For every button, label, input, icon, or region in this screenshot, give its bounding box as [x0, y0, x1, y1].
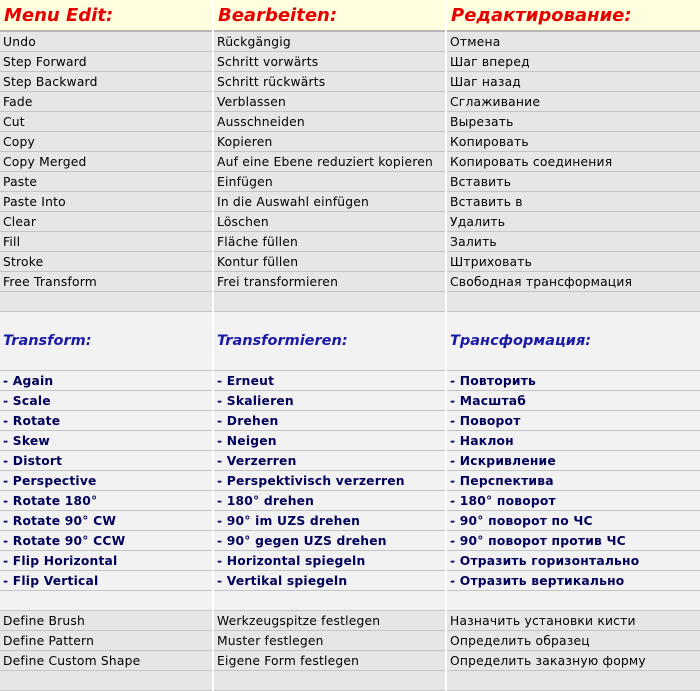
- transform-row-russian: - Наклон: [447, 431, 700, 451]
- transform-row: [0, 451, 700, 471]
- edit-row-english: Free Transform: [0, 272, 212, 292]
- transform-row-english: - Again: [0, 371, 212, 391]
- transform-row-russian: - 90° поворот против ЧС: [447, 531, 700, 551]
- define-row-german: Muster festlegen: [214, 631, 445, 651]
- edit-row-english: Paste: [0, 172, 212, 192]
- edit-row-english: Cut: [0, 112, 212, 132]
- edit-row-russian: Копировать: [447, 132, 700, 152]
- edit-row-english: Step Forward: [0, 52, 212, 72]
- transform-row-russian: - Отразить вертикально: [447, 571, 700, 591]
- define-row-russian: Определить заказную форму: [447, 651, 700, 671]
- edit-row-english: Paste Into: [0, 192, 212, 212]
- edit-row: [0, 252, 700, 272]
- define-row-russian: Определить образец: [447, 631, 700, 651]
- transform-row-german: - Vertikal spiegeln: [214, 571, 445, 591]
- edit-row-german: Ausschneiden: [214, 112, 445, 132]
- edit-row-english: Undo: [0, 32, 212, 52]
- edit-row-russian: Шаг вперед: [447, 52, 700, 72]
- edit-row-english: Copy: [0, 132, 212, 152]
- transform-row: [0, 571, 700, 591]
- edit-row-german: Rückgängig: [214, 32, 445, 52]
- transform-row-russian: - 180° поворот: [447, 491, 700, 511]
- edit-row-russian: Вставить в: [447, 192, 700, 212]
- edit-row-russian: Шаг назад: [447, 72, 700, 92]
- edit-row-german: Löschen: [214, 212, 445, 232]
- edit-row-english: Clear: [0, 212, 212, 232]
- edit-row: [0, 132, 700, 152]
- transform-header-row: [0, 312, 700, 371]
- edit-row-english: Copy Merged: [0, 152, 212, 172]
- transform-row-german: - Horizontal spiegeln: [214, 551, 445, 571]
- empty-cell: [214, 671, 445, 691]
- transform-row-english: - Perspective: [0, 471, 212, 491]
- edit-row: [0, 212, 700, 232]
- empty-cell: [0, 671, 212, 691]
- transform-row-german: - Drehen: [214, 411, 445, 431]
- transform-row-german: - Verzerren: [214, 451, 445, 471]
- transform-row: [0, 491, 700, 511]
- edit-row-russian: Удалить: [447, 212, 700, 232]
- edit-row: [0, 272, 700, 292]
- define-row-english: Define Custom Shape: [0, 651, 212, 671]
- edit-row-german: Einfügen: [214, 172, 445, 192]
- transform-row-german: - 90° gegen UZS drehen: [214, 531, 445, 551]
- edit-row-russian: Свободная трансформация: [447, 272, 700, 292]
- spacer-row: [0, 292, 700, 312]
- edit-row-english: Fill: [0, 232, 212, 252]
- transform-row-russian: - Масштаб: [447, 391, 700, 411]
- edit-row: [0, 92, 700, 112]
- spacer-row: [0, 591, 700, 611]
- transform-row: [0, 411, 700, 431]
- edit-row-german: In die Auswahl einfügen: [214, 192, 445, 212]
- edit-row: [0, 32, 700, 52]
- edit-row: [0, 192, 700, 212]
- transform-row-german: - Erneut: [214, 371, 445, 391]
- define-row: [0, 631, 700, 651]
- empty-cell: [447, 671, 700, 691]
- transform-row-english: - Skew: [0, 431, 212, 451]
- edit-row-english: Fade: [0, 92, 212, 112]
- edit-row: [0, 232, 700, 252]
- edit-row-russian: Сглаживание: [447, 92, 700, 112]
- transform-row-english: - Rotate: [0, 411, 212, 431]
- transform-row-english: - Distort: [0, 451, 212, 471]
- edit-row: [0, 112, 700, 132]
- define-row-english: Define Pattern: [0, 631, 212, 651]
- transform-row-english: - Rotate 90° CCW: [0, 531, 212, 551]
- header-english: Menu Edit:: [0, 0, 212, 32]
- define-row: [0, 651, 700, 671]
- edit-row: [0, 52, 700, 72]
- transform-row-german: - Skalieren: [214, 391, 445, 411]
- edit-row-russian: Штриховать: [447, 252, 700, 272]
- transform-row-english: - Rotate 180°: [0, 491, 212, 511]
- edit-row-english: Step Backward: [0, 72, 212, 92]
- transform-row: [0, 431, 700, 451]
- transform-row-russian: - Повторить: [447, 371, 700, 391]
- transform-row-german: - Perspektivisch verzerren: [214, 471, 445, 491]
- transform-header-russian: Трансформация:: [447, 312, 700, 371]
- transform-row: [0, 551, 700, 571]
- transform-row-russian: - Перспектива: [447, 471, 700, 491]
- edit-row: [0, 72, 700, 92]
- define-row-german: Werkzeugspitze festlegen: [214, 611, 445, 631]
- transform-row-russian: - 90° поворот по ЧС: [447, 511, 700, 531]
- empty-cell: [447, 591, 700, 611]
- empty-cell: [0, 292, 212, 312]
- transform-row-english: - Scale: [0, 391, 212, 411]
- edit-row-german: Fläche füllen: [214, 232, 445, 252]
- edit-row-german: Verblassen: [214, 92, 445, 112]
- header-russian: Редактирование:: [447, 0, 700, 32]
- empty-cell: [214, 292, 445, 312]
- define-row: [0, 611, 700, 631]
- transform-row-english: - Flip Vertical: [0, 571, 212, 591]
- define-row-russian: Назначить установки кисти: [447, 611, 700, 631]
- transform-row: [0, 371, 700, 391]
- edit-row-german: Frei transformieren: [214, 272, 445, 292]
- edit-row-russian: Вырезать: [447, 112, 700, 132]
- edit-row-russian: Вставить: [447, 172, 700, 192]
- edit-row-german: Auf eine Ebene reduziert kopieren: [214, 152, 445, 172]
- edit-row-english: Stroke: [0, 252, 212, 272]
- empty-cell: [214, 591, 445, 611]
- transform-row-english: - Rotate 90° CW: [0, 511, 212, 531]
- transform-header-english: Transform:: [0, 312, 212, 371]
- transform-row: [0, 511, 700, 531]
- edit-row-russian: Копировать соединения: [447, 152, 700, 172]
- define-row-english: Define Brush: [0, 611, 212, 631]
- header-german: Bearbeiten:: [214, 0, 445, 32]
- edit-row-russian: Отмена: [447, 32, 700, 52]
- transform-header-german: Transformieren:: [214, 312, 445, 371]
- edit-row: [0, 152, 700, 172]
- edit-row: [0, 172, 700, 192]
- transform-row: [0, 531, 700, 551]
- transform-row: [0, 391, 700, 411]
- transform-row-german: - Neigen: [214, 431, 445, 451]
- spacer-row: [0, 671, 700, 691]
- transform-row: [0, 471, 700, 491]
- transform-row-russian: - Поворот: [447, 411, 700, 431]
- transform-row-german: - 180° drehen: [214, 491, 445, 511]
- edit-row-russian: Залить: [447, 232, 700, 252]
- edit-row-german: Kopieren: [214, 132, 445, 152]
- transform-row-german: - 90° im UZS drehen: [214, 511, 445, 531]
- transform-row-russian: - Отразить горизонтально: [447, 551, 700, 571]
- header-row: [0, 0, 700, 32]
- edit-row-german: Kontur füllen: [214, 252, 445, 272]
- transform-row-russian: - Искривление: [447, 451, 700, 471]
- empty-cell: [0, 591, 212, 611]
- empty-cell: [447, 292, 700, 312]
- transform-row-english: - Flip Horizontal: [0, 551, 212, 571]
- define-row-german: Eigene Form festlegen: [214, 651, 445, 671]
- edit-row-german: Schritt vorwärts: [214, 52, 445, 72]
- edit-row-german: Schritt rückwärts: [214, 72, 445, 92]
